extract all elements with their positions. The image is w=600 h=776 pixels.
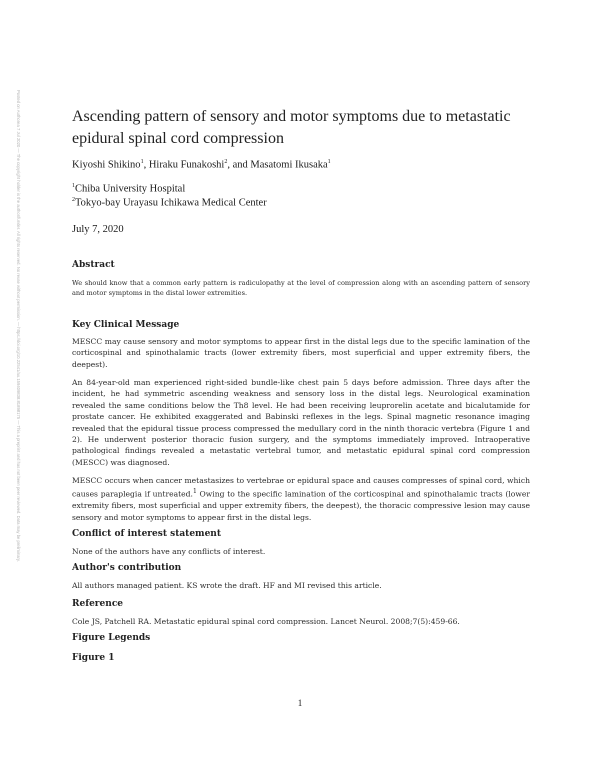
affiliation-number: 1	[72, 183, 75, 189]
discussion-text: Owing to the specific lamination of the corticospinal and spinothalamic tracts (lower extremity fibers, most superficial and upper extremity fibers, the deepest), the thoracic compressive lesion may cause sensory and motor symptoms to appear first in the distal legs.	[72, 489, 530, 522]
citation-marker: 1	[192, 488, 197, 496]
author-name: Kiyoshi Shikino	[72, 159, 141, 171]
publication-date: July 7, 2020	[72, 224, 124, 235]
author-list	[72, 159, 331, 171]
paper-title: Ascending pattern of sensory and motor symptoms due to metastatic epidural spinal cord compression	[72, 108, 511, 147]
affiliation-number: 2	[72, 197, 75, 203]
affiliation-1	[72, 183, 185, 195]
figure-1-label: Figure 1	[72, 653, 115, 663]
case-paragraph: An 84-year-old man experienced right-sided bundle-like chest pain 5 days before admission. Three days after the incident, he had symmetric ascending weakness and sensory loss in the distal legs. Neurological examination revealed the same conditions below the Th8 level. He had been receiving leuprorelin acetate and bicalutamide for prostate cancer. He exhibited exaggerated and Babinski reflexes in the legs. Spinal magnetic resonance imaging revealed that the epidural tissue process compressed the medullary cord in the ninth thoracic vertebra (Figure 1 and 2). He underwent posterior thoracic fusion surgery, and the symptoms immediately improved. Intraoperative pathological findings revealed a metastatic vertebral tumor, and metastatic epidural spinal cord compression (MESCC) was diagnosed.	[72, 378, 530, 467]
reference-text: Cole JS, Patchell RA. Metastatic epidural spinal cord compression. Lancet Neurol. 2008;7(5):459-66.	[72, 617, 460, 626]
author-name: , and Masatomi Ikusaka	[227, 159, 328, 171]
affiliation-name: Chiba University Hospital	[75, 183, 186, 195]
figure-legends-heading: Figure Legends	[72, 633, 151, 643]
abstract-text: We should know that a common early pattern is radiculopathy at the level of compression along with an ascending pattern of sensory and motor symptoms in the distal lower extremities.	[72, 279, 530, 297]
key-message-heading: Key Clinical Message	[72, 320, 180, 330]
affiliation-marker: 1	[327, 159, 331, 165]
discussion-text: MESCC occurs when cancer metastasizes to vertebrae or epidural space and causes compresses of spinal cord, which causes paraplegia if untreated.	[72, 476, 530, 499]
affiliation-marker: 2	[224, 159, 228, 165]
discussion-paragraph	[72, 475, 530, 523]
abstract-heading: Abstract	[72, 260, 115, 270]
conflict-text: None of the authors have any conflicts of interest.	[72, 547, 266, 556]
reference-heading: Reference	[72, 599, 124, 609]
affiliation-2	[72, 197, 267, 209]
affiliation-name: Tokyo-bay Urayasu Ichikawa Medical Center	[75, 197, 267, 209]
preprint-side-note	[10, 90, 24, 730]
affiliation-marker: 1	[140, 159, 144, 165]
contribution-heading: Author's contribution	[72, 563, 182, 573]
contribution-text: All authors managed patient. KS wrote the draft. HF and MI revised this article.	[72, 581, 382, 590]
conflict-heading: Conflict of interest statement	[72, 529, 222, 539]
key-message-text: MESCC may cause sensory and motor symptoms to appear first in the distal legs due to the specific lamination of the corticospinal and spinothalamic tracts (lower extremity fibers, most superficial and upper extremity fibers, the deepest).	[72, 337, 530, 369]
side-note-text: Posted on Authorea 7 Jul 2020 — The copyright holder is the author/funder. All rights reserved. No reuse without permission. — https://doi.org/10.22541/au.159409838.81898175 — This a preprint and has not been peer reviewed. Data may be preliminary.	[16, 90, 21, 562]
page-number: 1	[297, 698, 303, 708]
author-name: , Hiraku Funakoshi	[143, 159, 225, 171]
